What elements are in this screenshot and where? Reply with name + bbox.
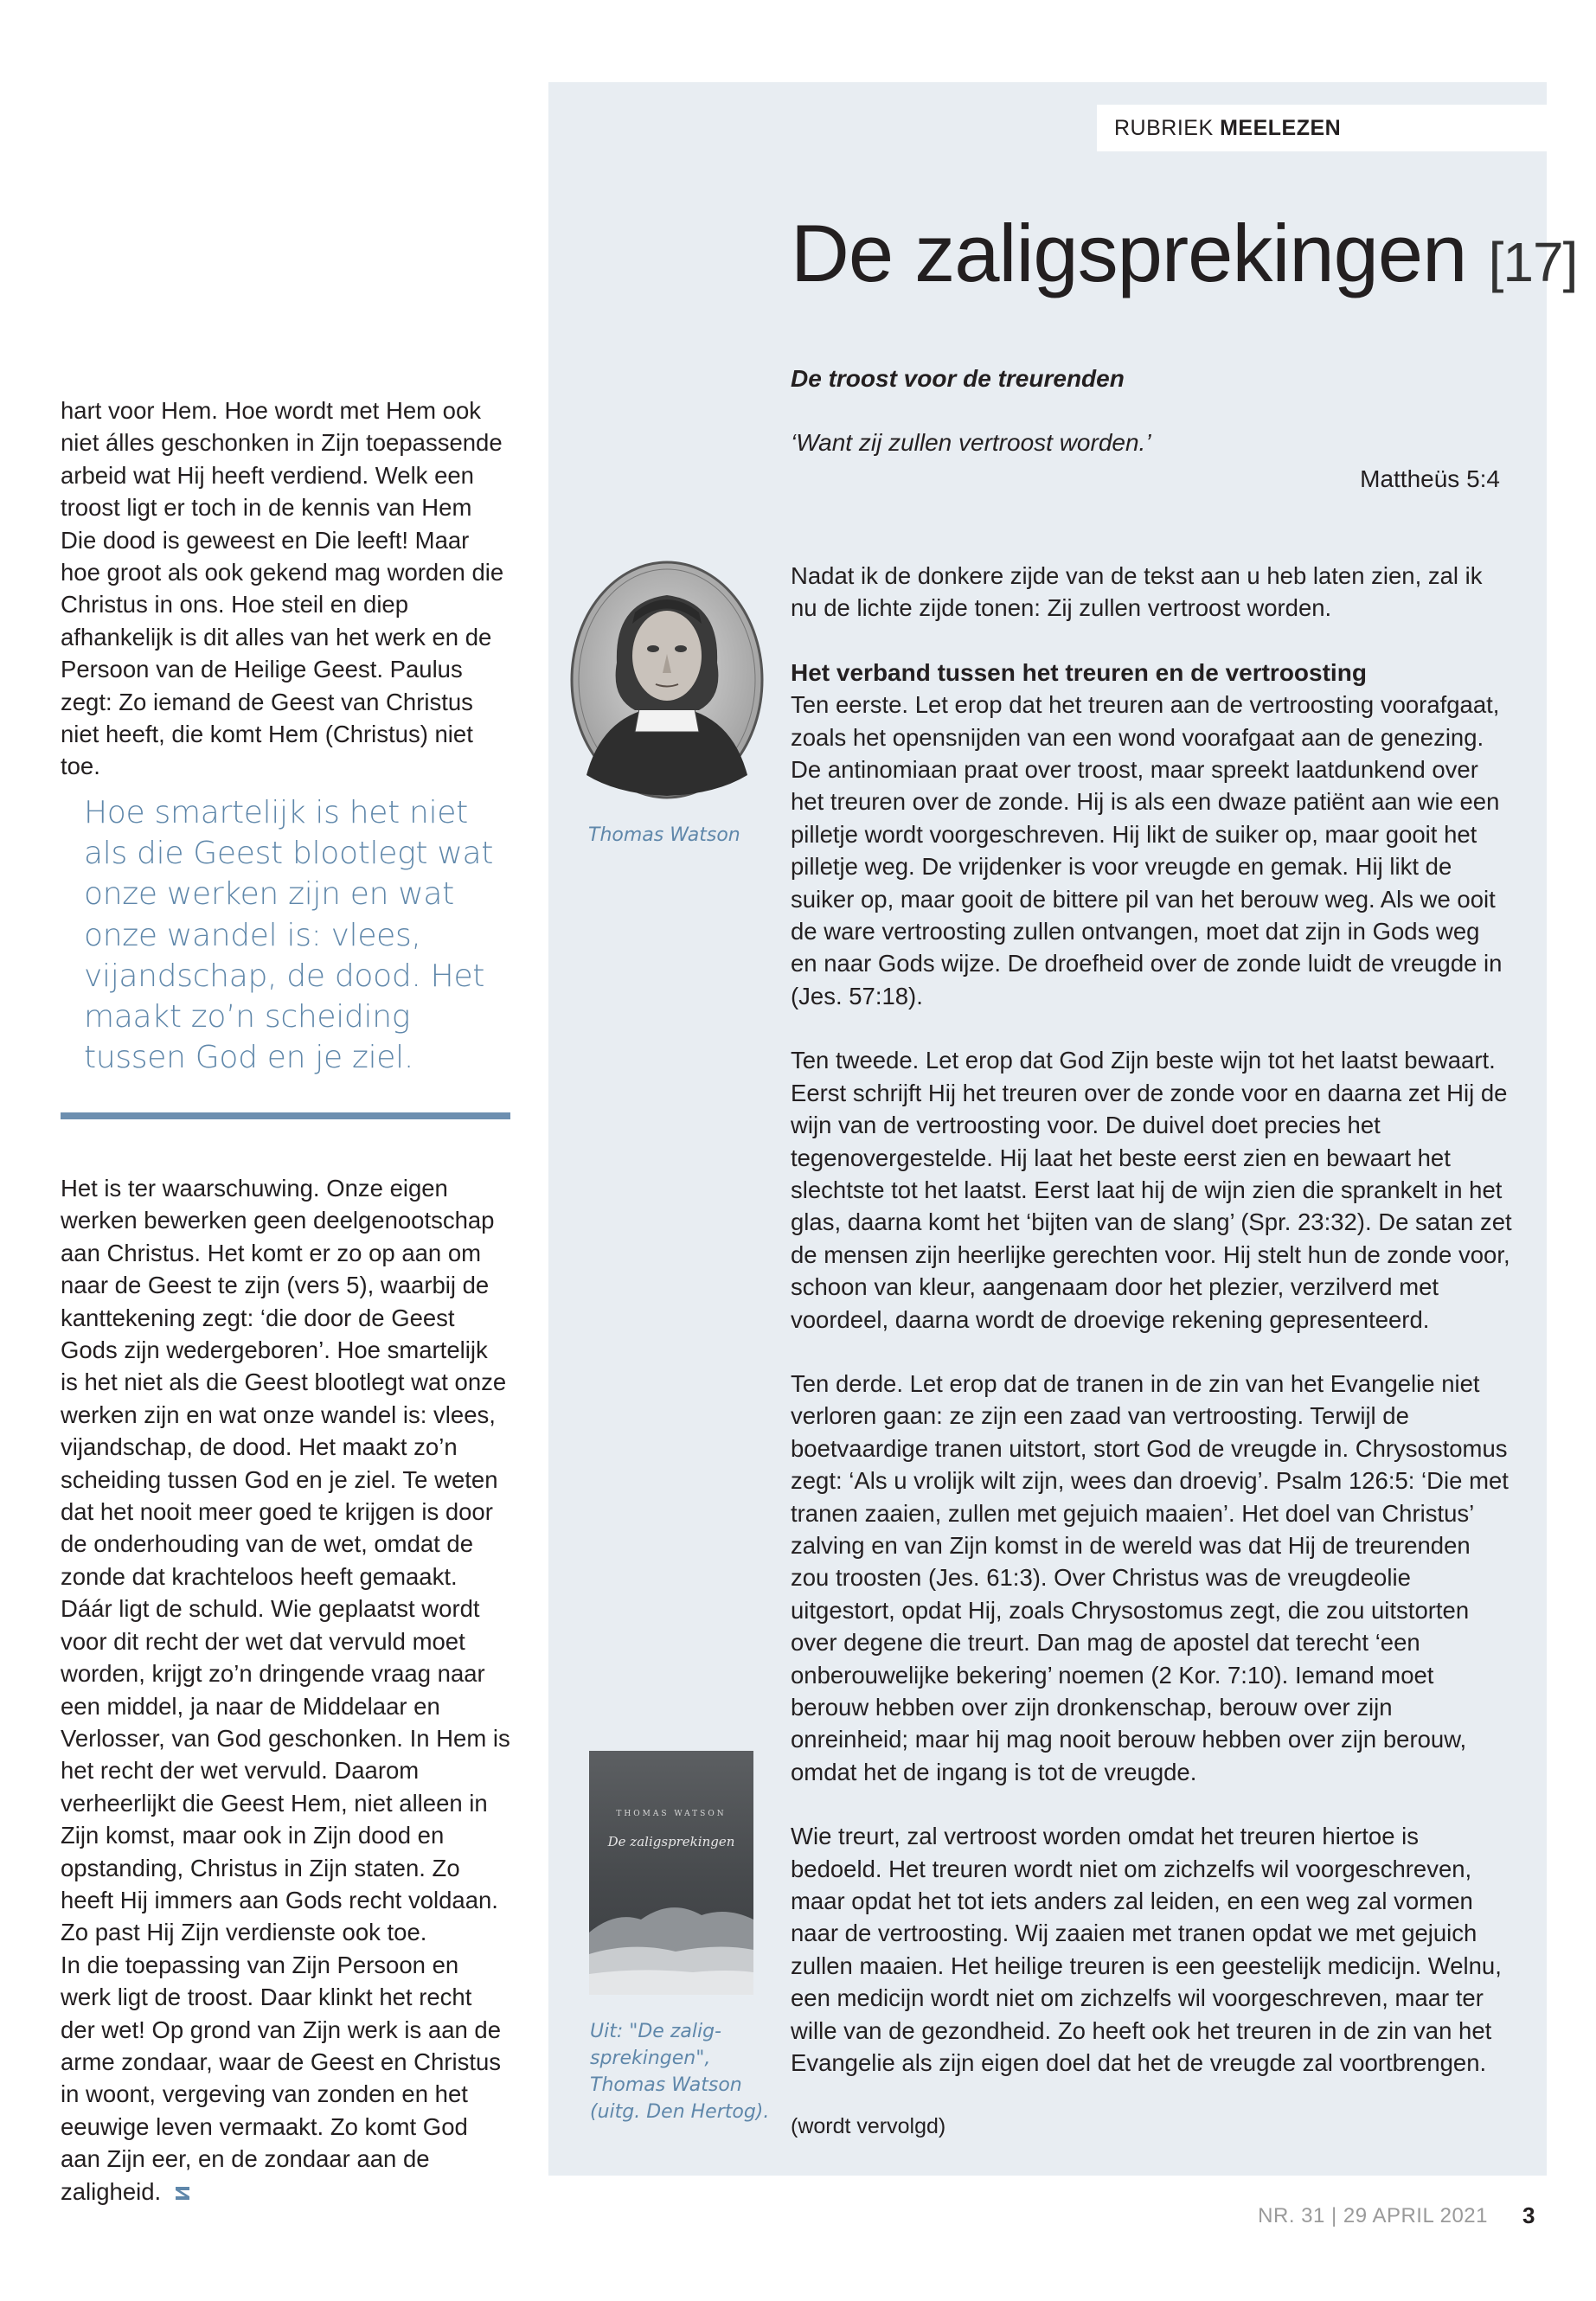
section-heading: Het verband tussen het treuren en de vertroosting (791, 658, 1367, 686)
verse-block (791, 426, 1512, 458)
thomas-watson-portrait (569, 559, 765, 801)
paragraph-intro: Nadat ik de donkere zijde van de tekst aan u heb laten zien, zal ik nu de lichte zijde tonen: Zij zullen vertroost worden. (791, 562, 1483, 622)
title-number: [17] (1488, 231, 1578, 293)
book-cover-image (589, 1751, 753, 1995)
book-cover-title: De zaligsprekingen (607, 1834, 735, 1849)
left-paragraph-1: Het is ter waarschuwing. Onze eigen werken bewerken geen deelgenootschap aan Christus. Het komt er zo op aan om naar de Geest te zijn (vers 5), waarbij de kanttekening zegt: ‘die door de Geest Gods zijn wedergeboren’. Hoe smartelijk is het niet als die Geest blootlegt wat onze werken zijn en wat onze wandel is: vlees, vijandschap, de dood. Het maakt zo’n scheiding tussen God en je ziel. Te weten dat het nooit meer goed te krijgen is door de onderhouding van de wet, omdat de zonde dat krachteloos heeft gemaakt. Dáár ligt de schuld. Wie geplaatst wordt voor dit recht der wet dat vervuld moet worden, krijgt zo’n dringende vraag naar een middel, ja naar de Middelaar en Verlosser, van God geschonken. In Hem is het recht der wet vervuld. Daarom verheerlijkt die Geest Hem, niet alleen in Zijn komst, maar ook in Zijn dood en opstanding, Christus in Zijn staten. Zo heeft Hij immers aan Gods recht voldaan. Zo past Hij Zijn verdienste ook toe. (61, 1175, 510, 1946)
pull-quote: Hoe smartelijk is het niet als die Geest blootlegt wat onze werken zijn en wat onze wandel is: vlees, vijandschap, de dood. Het maakt zo’n scheiding tussen God en je ziel. (84, 795, 494, 1076)
paragraph-ten-tweede: Ten tweede. Let erop dat God Zijn beste wijn tot het laatst bewaart. Eerst schrijft Hij het treuren over de zonde voor en daarna zet Hij de wijn van de vertroosting voor. De duivel doet precies het tegenovergestelde. Hij laat het beste eerst zien en bewaart het slechtste tot het laatst. Eerst laat hij de wijn zien die sprankelt in het glas, daarna komt het ‘bijten van de slang’ (Spr. 23:32). De satan zet de mensen zijn heerlijke gerechten voor. Hij stelt hun de zonde voor, schoon van kleur, aangenaam door het plezier, verzilverd met voordeel, daarna wordt de droevige rekening gepresenteerd. (791, 1047, 1512, 1333)
left-paragraph-2-text: In die toepassing van Zijn Persoon en werk ligt de troost. Daar klinkt het recht der wet! Op grond van Zijn werk is aan de arme zondaar, waar de Geest en Christus in woont, vergeving van zonden en het eeuwige leven vermaakt. Zo komt God aan Zijn eer, en de zondaar aan de zaligheid. (61, 1951, 502, 2205)
article-subhead: De troost voor de treurenden (791, 365, 1125, 392)
to-be-continued: (wordt vervolgd) (791, 2114, 946, 2139)
paragraph-ten-derde: Ten derde. Let erop dat de tranen in de zin van het Evangelie niet verloren gaan: ze zijn een zaad van vertroosting. Terwijl de boetvaardige tranen uitstort, stort God de vreugde in. Chrysostomus zegt: ‘Als u vrolijk wilt zijn, wees dan droevig’. Psalm 126:5: ‘Die met tranen zaaien, zullen met gejuich maaien’. Het doel van Christus’ zalving en van Zijn komst in de wereld was dat Hij de treurenden zou troosten (Jes. 61:3). Over Christus was de vreugdeolie uitgestort, opdat Hij, zoals Chrysostomus zegt, die zou uitstorten over degene die treurt. Dan mag de apostel dat terecht ‘een onberouwelijke bekering’ noemen (2 Kor. 7:10). Iemand moet berouw hebben over zijn dronkenschap, berouw over zijn onreinheid; maar hij mag nooit berouw hebben over zijn berouw, omdat het de ingang is tot de vreugde. (791, 1369, 1509, 1785)
left-column-body (61, 1172, 510, 2208)
book-cover-author: THOMAS WATSON (616, 1810, 727, 1818)
left-column-intro: hart voor Hem. Hoe wordt met Hem ook niet álles geschonken in Zijn toepassende arbeid wat Hij heeft verdiend. Welk een troost ligt er toch in de kennis van Hem Die dood is geweest en Die leeft! Maar hoe groot als ook gekend mag worden die Christus in ons. Hoe steil en diep afhankelijk is dit alles van het werk en de Persoon van de Heilige Geest. Paulus zegt: Zo iemand de Geest van Christus niet heeft, die komt Hem (Christus) niet toe. (61, 397, 504, 780)
verse-text: ‘Want zij zullen vertroost worden.’ (791, 429, 1151, 456)
rubriek-name: MEELEZEN (1220, 116, 1342, 140)
section-label (1097, 105, 1547, 151)
rubriek-label: RUBRIEK (1114, 116, 1214, 140)
article-title (791, 206, 1578, 310)
issue-info: NR. 31 | 29 APRIL 2021 (1258, 2204, 1488, 2227)
left-paragraph-2 (61, 1949, 510, 2208)
article-body (791, 560, 1512, 2144)
article-subhead-block (791, 362, 1512, 394)
page-number: 3 (1522, 2202, 1535, 2228)
pull-quote-rule (61, 1112, 510, 1119)
title-main: De zaligsprekingen (791, 208, 1467, 298)
s-logo-icon (173, 2183, 192, 2202)
paragraph-ten-eerste: Ten eerste. Let erop dat het treuren aan de vertroosting voorafgaat, zoals het opensnijden van een wond voorafgaat aan de genezing. De antinomiaan praat over troost, maar spreekt laatdunkend over het treuren over de zonde. Hij is als een dwaze patiënt aan wie een pilletje wordt voorgeschreven. Hij likt de suiker op, maar gooit het pilletje weg. De vrijdenker is voor vreugde en gemak. Hij likt de suiker op, maar gooit de bittere pil van het berouw weg. Als we ooit de ware vertroosting zullen ontvangen, moet dat zijn in Gods weg en naar Gods wijze. De droefheid over de zonde luidt de vreugde in (Jes. 57:18). (791, 691, 1503, 1009)
verse-reference: Mattheüs 5:4 (1360, 465, 1500, 492)
book-caption: Uit: "De zalig-sprekingen", Thomas Watson (uitg. Den Hertog). (590, 2021, 770, 2123)
portrait-caption: Thomas Watson (588, 824, 740, 846)
paragraph-wie-treurt: Wie treurt, zal vertroost worden omdat het treuren hiertoe is bedoeld. Het treuren wordt niet om zichzelfs wil voorgeschreven, maar opdat het tot iets anders zal leiden, en een weg zal vormen naar de vertroosting. Wij zaaien met tranen opdat we met gejuich zullen maaien. Het heilige treuren is een geestelijk medicijn. Welnu, een medicijn wordt niet om zichzelfs wil voorgeschreven, maar ter wille van de gezondheid. Zo heeft ook het treuren in de zin van het Evangelie als zijn eigen doel dat het de vreugde zal voortbrengen. (791, 1823, 1502, 2077)
